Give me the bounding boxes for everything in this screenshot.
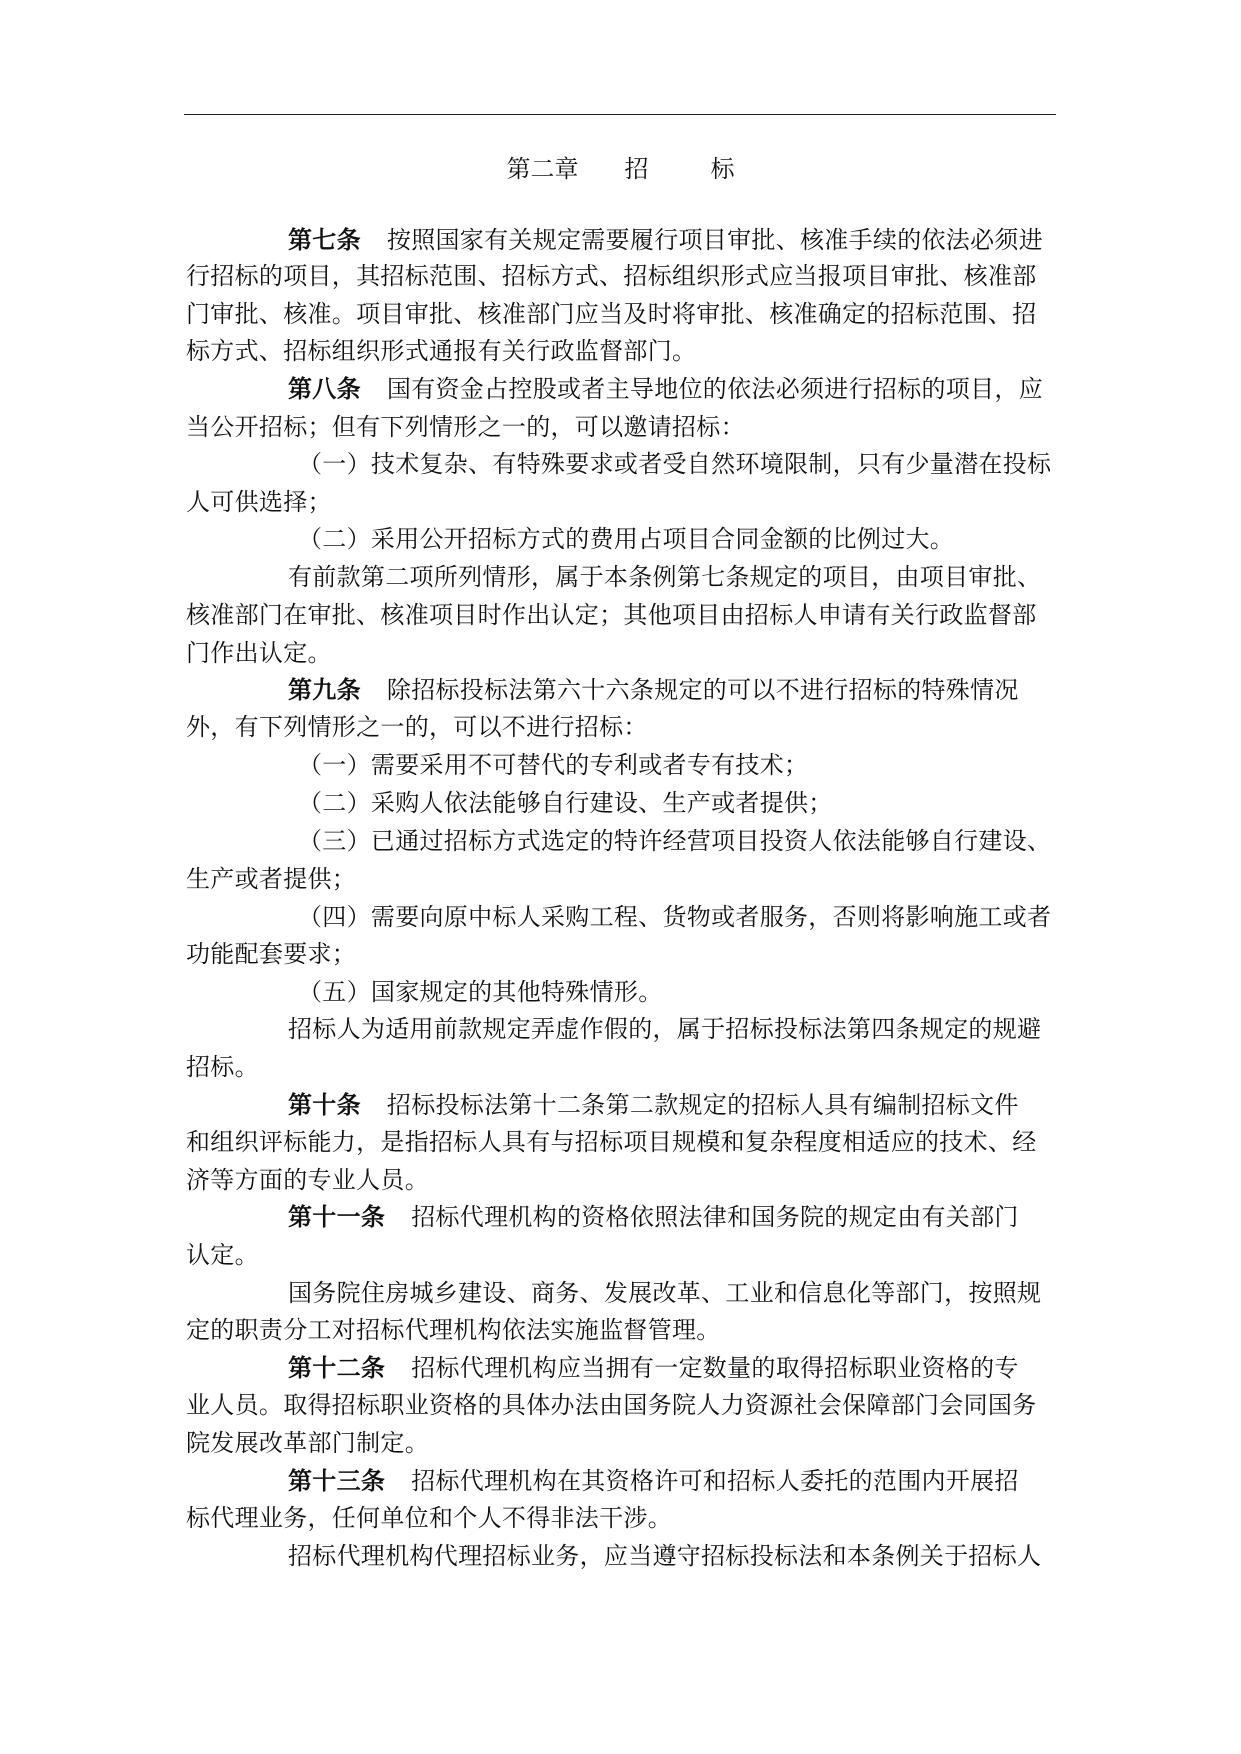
chapter-title-char: 标 — [710, 155, 735, 183]
line-text: 招标代理机构的资格依照法律和国务院的规定由有关部门 — [411, 1203, 1019, 1231]
text-line — [186, 861, 356, 897]
line-text: （一）需要采用不可替代的专利或者专有技术； — [298, 751, 809, 779]
article-number: 第九条 — [288, 675, 361, 704]
article-first-line — [288, 222, 1043, 258]
article-number: 第十三条 — [288, 1466, 386, 1495]
line-text: 有前款第二项所列情形，属于本条例第七条规定的项目，由项目审批、 — [288, 563, 1042, 591]
text-line — [186, 1312, 721, 1348]
text-line — [288, 1011, 1041, 1047]
header-rule — [184, 114, 1056, 115]
text-line — [186, 635, 332, 671]
line-text: 核准部门在审批、核准项目时作出认定；其他项目由招标人申请有关行政监督部 — [186, 601, 1037, 629]
line-text: 门审批、核准。项目审批、核准部门应当及时将审批、核准确定的招标范围、招 — [186, 300, 1037, 328]
text-line — [186, 1237, 259, 1273]
text-line — [298, 823, 1051, 859]
line-text: 认定。 — [186, 1241, 259, 1269]
text-line — [298, 747, 808, 783]
text-line — [288, 1538, 1041, 1574]
text-line — [186, 709, 648, 745]
line-text: 招标代理机构应当拥有一定数量的取得招标职业资格的专 — [411, 1354, 1019, 1382]
text-line — [186, 1500, 672, 1536]
text-line — [288, 559, 1041, 595]
text-line — [186, 597, 1037, 633]
article-first-line — [288, 1087, 1019, 1123]
article-number: 第十一条 — [288, 1202, 386, 1231]
line-text: 业人员。取得招标职业资格的具体办法由国务院人力资源社会保障部门会同国务 — [186, 1391, 1037, 1419]
line-text: 标方式、招标组织形式通报有关行政监督部门。 — [186, 337, 697, 365]
line-text: 院发展改革部门制定。 — [186, 1429, 429, 1457]
line-text: （一）技术复杂、有特殊要求或者受自然环境限制，只有少量潜在投标 — [298, 450, 1052, 478]
line-text: 招标投标法第十二条第二款规定的招标人具有编制招标文件 — [386, 1091, 1019, 1119]
text-line — [186, 484, 332, 520]
line-text: 招标人为适用前款规定弄虚作假的，属于招标投标法第四条规定的规避 — [288, 1015, 1042, 1043]
text-line — [186, 258, 1037, 294]
line-text: 除招标投标法第六十六条规定的可以不进行招标的特殊情况 — [386, 676, 1019, 704]
article-first-line — [288, 672, 1019, 708]
line-text: 行招标的项目，其招标范围、招标方式、招标组织形式应当报项目审批、核准部 — [186, 262, 1037, 290]
text-line — [186, 333, 696, 369]
line-text: 国务院住房城乡建设、商务、发展改革、工业和信息化等部门，按照规 — [288, 1279, 1042, 1307]
line-text: 门作出认定。 — [186, 639, 332, 667]
line-text: 招标。 — [186, 1053, 259, 1081]
text-line — [186, 409, 745, 445]
article-first-line — [288, 1350, 1019, 1386]
text-line — [298, 785, 833, 821]
line-text: （三）已通过招标方式选定的特许经营项目投资人依法能够自行建设、 — [298, 827, 1052, 855]
line-text: （五）国家规定的其他特殊情形。 — [298, 978, 663, 1006]
text-line — [298, 974, 663, 1010]
text-line — [186, 1425, 429, 1461]
line-text: （四）需要向原中标人采购工程、货物或者服务，否则将影响施工或者 — [298, 903, 1052, 931]
text-line — [186, 936, 356, 972]
article-number: 第十二条 — [288, 1353, 386, 1382]
text-line — [298, 521, 954, 557]
line-text: 人可供选择； — [186, 488, 332, 516]
line-text: 和组织评标能力，是指招标人具有与招标项目规模和复杂程度相适应的技术、经 — [186, 1128, 1037, 1156]
article-first-line — [288, 1199, 1019, 1235]
article-number: 第十条 — [288, 1090, 361, 1119]
text-line — [298, 899, 1051, 935]
chapter-number: 第二章 — [506, 155, 579, 183]
article-first-line — [288, 371, 1043, 407]
line-text: 按照国家有关规定需要履行项目审批、核准手续的依法必须进 — [386, 226, 1044, 254]
line-text: 招标代理机构代理招标业务，应当遵守招标投标法和本条例关于招标人 — [288, 1542, 1042, 1570]
article-first-line — [288, 1463, 1019, 1499]
line-text: 生产或者提供； — [186, 865, 357, 893]
line-text: 标代理业务，任何单位和个人不得非法干涉。 — [186, 1504, 672, 1532]
article-number: 第七条 — [288, 225, 361, 254]
line-text: 当公开招标；但有下列情形之一的，可以邀请招标： — [186, 413, 745, 441]
chapter-heading — [0, 151, 1241, 187]
text-line — [186, 1049, 259, 1085]
chapter-title-char: 招 — [624, 155, 649, 183]
line-text: 国有资金占控股或者主导地位的依法必须进行招标的项目，应 — [386, 375, 1044, 403]
line-text: 招标代理机构在其资格许可和招标人委托的范围内开展招 — [411, 1467, 1019, 1495]
text-line — [186, 1124, 1037, 1160]
article-number: 第八条 — [288, 374, 361, 403]
line-text: 外，有下列情形之一的，可以不进行招标： — [186, 713, 648, 741]
line-text: 功能配套要求； — [186, 940, 357, 968]
text-line — [186, 1162, 429, 1198]
line-text: （二）采购人依法能够自行建设、生产或者提供； — [298, 789, 833, 817]
text-line — [288, 1275, 1041, 1311]
line-text: （二）采用公开招标方式的费用占项目合同金额的比例过大。 — [298, 525, 955, 553]
text-line — [186, 296, 1037, 332]
text-line — [186, 1387, 1037, 1423]
line-text: 济等方面的专业人员。 — [186, 1166, 429, 1194]
text-line — [298, 446, 1051, 482]
line-text: 定的职责分工对招标代理机构依法实施监督管理。 — [186, 1316, 721, 1344]
